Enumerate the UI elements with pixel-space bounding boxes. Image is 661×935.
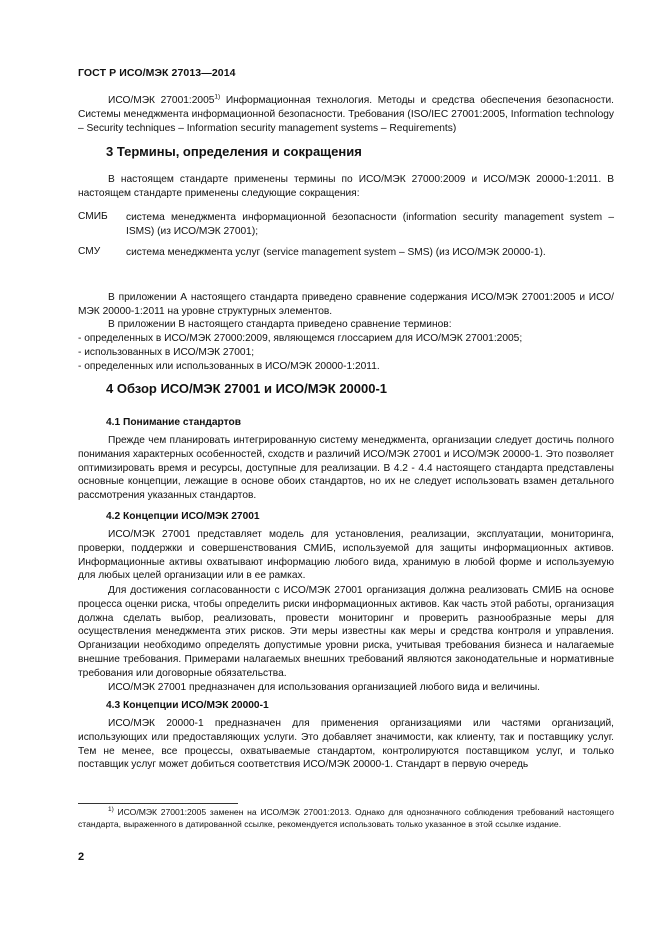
normative-reference <box>78 94 614 135</box>
section-4-2-paragraph-3: ИСО/МЭК 27001 предназначен для использования организацией любого вида и величины. <box>108 682 540 693</box>
annex-a-paragraph: В приложении А настоящего стандарта приведено сравнение содержания ИСО/МЭК 27001:2005 и ИСО/МЭК 20000-1:2011 на уровне структурных элементов. <box>78 292 614 317</box>
reference-code: ИСО/МЭК 27001:2005 <box>108 95 215 106</box>
section-4-1-paragraph: Прежде чем планировать интегрированную систему менеджмента, организации следует достичь полного понимания характерных особенностей, сходств и различий ИСО/МЭК 27001 и ИСО/МЭК 20000-1. Это позволяет оптимизировать время и ресурсы, доступные для реализации. В 4.2 - 4.4 настоящего стандарта представлены основные концепции, лежащие в основе обоих стандартов, но их не следует использовать взамен детального рассмотрения указанных стандартов. <box>78 435 614 502</box>
section-3-intro: В настоящем стандарте применены термины по ИСО/МЭК 27000:2009 и ИСО/МЭК 20000-1:2011. В настоящем стандарте применены следующие сокращения: <box>78 174 614 199</box>
annex-b-paragraph: В приложении В настоящего стандарта приведено сравнение терминов: <box>108 319 452 330</box>
list-item: - определенных в ИСО/МЭК 27000:2009, являющемся глоссарием для ИСО/МЭК 27001:2005; <box>78 333 523 344</box>
abbreviation-term-smu: СМУ <box>78 246 101 257</box>
footnote-separator <box>78 803 238 804</box>
footnote-marker: 1) <box>214 93 221 101</box>
list-item: - определенных или использованных в ИСО/МЭК 20000-1:2011. <box>78 361 380 372</box>
abbreviation-term-smib: СМИБ <box>78 211 108 222</box>
reference-title: Информационная технология. Методы и средства обеспечения безопасности. Системы менеджмента информационной безопасности. Требования (ISO/IEC 27001:2005, Information technology – Security techniques – Information security management systems – Requirements) <box>78 95 615 134</box>
list-item: - использованных в ИСО/МЭК 27001; <box>78 347 255 358</box>
page-number: 2 <box>78 851 85 863</box>
section-3-heading: 3 Термины, определения и сокращения <box>106 144 362 159</box>
section-4-2-heading: 4.2 Концепции ИСО/МЭК 27001 <box>106 511 260 522</box>
abbreviation-definition-smu: система менеджмента услуг (service management system – SMS) (из ИСО/МЭК 20000-1). <box>126 247 546 258</box>
abbreviation-definition-smib: система менеджмента информационной безопасности (information security management system – ISMS) (из ИСО/МЭК 27001); <box>126 212 614 237</box>
footnote-text: ИСО/МЭК 27001:2005 заменен на ИСО/МЭК 27001:2013. Однако для однозначного соблюдения требований настоящего стандарта, выраженного в датированной ссылке, рекомендуется использовать только указанное в этой ссылке издание. <box>78 807 614 829</box>
section-4-1-heading: 4.1 Понимание стандартов <box>106 417 241 428</box>
section-4-2-paragraph-1: ИСО/МЭК 27001 представляет модель для установления, реализации, эксплуатации, мониторинга, проверки, поддержки и совершенствования СМИБ, используемой для защиты информационных активов. Информационные активы охватывают информацию любого вида, хранимую в любой форме и используемую для любых целей организации или в ее рамках. <box>78 529 614 582</box>
footnote <box>78 807 614 830</box>
document-header: ГОСТ Р ИСО/МЭК 27013—2014 <box>78 67 236 79</box>
section-4-2-paragraph-2: Для достижения согласованности с ИСО/МЭК 27001 организация должна реализовать СМИБ на основе процесса оценки риска, чтобы определить риски информационных активов. Как часть этой работы, организация должна сделать выбор, реализовать, провести мониторинг и проверить разнообразные меры для осуществления менеджмента этих рисков. Эти меры известны как меры и средства контроля и управления. Организации необходимо определять допустимые уровни риска, учитывая требования бизнеса и налагаемые внешние требования. Примерами налагаемых внешних требований являются законодательные и нормативные требования или договорные обязательства. <box>78 585 614 679</box>
section-4-3-heading: 4.3 Концепции ИСО/МЭК 20000-1 <box>106 700 269 711</box>
section-4-heading: 4 Обзор ИСО/МЭК 27001 и ИСО/МЭК 20000-1 <box>106 381 388 396</box>
footnote-number: 1) <box>108 806 114 814</box>
section-4-3-paragraph: ИСО/МЭК 20000-1 предназначен для применения организациями или частями организаций, использующих или предоставляющих услуги. Это добавляет значимости, как клиенту, так и поставщику услуг. Тем не менее, все процессы, охватываемые стандартом, контролируются поставщиком услуг, и только поставщик услуг может добиться соответствия ИСО/МЭК 20000-1. Стандарт в первую очередь <box>78 718 614 771</box>
